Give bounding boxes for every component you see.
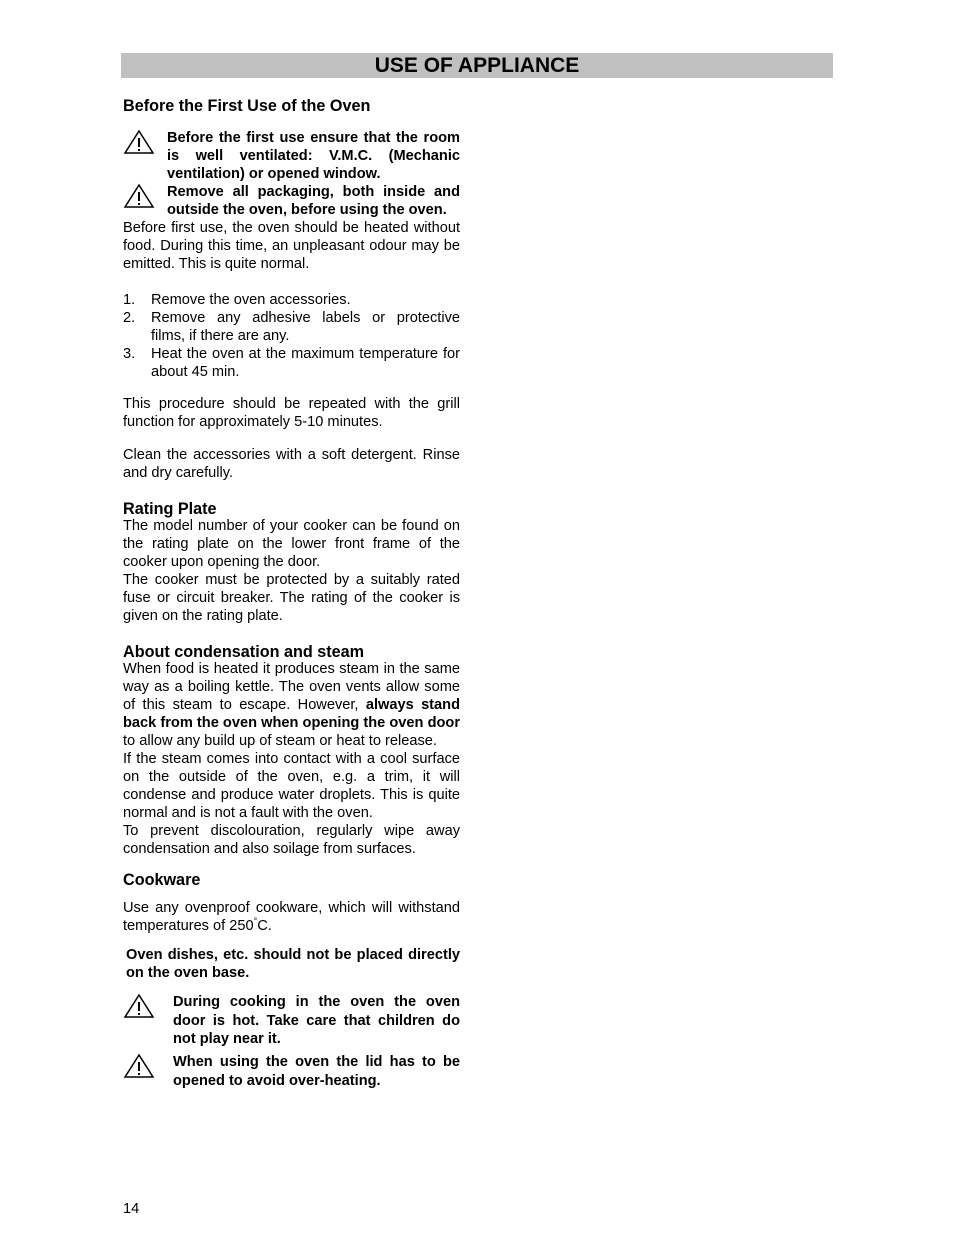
- warning-triangle-icon: [123, 129, 155, 155]
- cookware-text-b: C.: [257, 918, 272, 934]
- step-number: 3.: [123, 346, 136, 362]
- degree-symbol: °: [253, 916, 258, 927]
- heading-first-use: Before the First Use of the Oven: [123, 97, 371, 115]
- page-title-banner: [121, 53, 833, 78]
- clean-accessories-text: Clean the accessories with a soft detergent. Rinse and dry carefully.: [123, 447, 460, 481]
- rating-plate-text-1: The model number of your cooker can be found on the rating plate on the lower front frame of the cooker upon opening the door.: [123, 518, 460, 570]
- warning-ventilation: [123, 129, 460, 183]
- first-use-steps: [123, 291, 460, 381]
- warning-hot-door-text: During cooking in the oven the oven door is hot. Take care that children do not play near it.: [173, 994, 460, 1047]
- page-number: 14: [123, 1201, 140, 1217]
- step-text: Remove any adhesive labels or protective films, if there are any.: [151, 310, 460, 344]
- step-number: 1.: [123, 292, 136, 308]
- condensation-warning-bold: always stand back from the oven when opening the oven door: [123, 697, 460, 731]
- oven-base-note: Oven dishes, etc. should not be placed directly on the oven base.: [126, 947, 460, 981]
- warning-triangle-icon: [123, 183, 155, 209]
- condensation-text-1b: to allow any build up of steam or heat to release.: [123, 733, 437, 749]
- cookware-text-a: Use any ovenproof cookware, which will withstand temperatures of 250: [123, 900, 460, 934]
- condensation-text-1a: When food is heated it produces steam in the same way as a boiling kettle. The oven vents allow some of this steam to escape. However,: [123, 661, 460, 713]
- warning-triangle-icon: [123, 993, 155, 1019]
- condensation-text-3: To prevent discolouration, regularly wipe away condensation and also soilage from surfaces.: [123, 823, 460, 857]
- content-column: [123, 95, 460, 1092]
- step-number: 2.: [123, 310, 136, 326]
- warning-lid-open-text: When using the oven the lid has to be opened to avoid over-heating.: [173, 1053, 460, 1089]
- heading-condensation: About condensation and steam: [123, 643, 365, 661]
- page-title: USE OF APPLIANCE: [374, 54, 580, 77]
- warning-packaging-text: Remove all packaging, both inside and outside the oven, before using the oven.: [167, 184, 460, 218]
- condensation-text-2: If the steam comes into contact with a cool surface on the outside of the oven, e.g. a trim, it will condense and produce water droplets. This is quite normal and is not a fault with the oven.: [123, 751, 460, 821]
- cookware-text: [123, 899, 460, 935]
- heading-cookware: Cookware: [123, 871, 201, 889]
- warning-packaging: [123, 183, 460, 219]
- list-item: [123, 345, 460, 381]
- condensation-text-1: [123, 660, 460, 750]
- warning-lid-open: [123, 1053, 460, 1092]
- warning-hot-door: [123, 993, 460, 1049]
- grill-repeat-text: This procedure should be repeated with the grill function for approximately 5-10 minutes.: [123, 396, 460, 430]
- rating-plate-text-2: The cooker must be protected by a suitably rated fuse or circuit breaker. The rating of the cooker is given on the rating plate.: [123, 572, 460, 624]
- list-item: [123, 309, 460, 345]
- warning-ventilation-text: Before the first use ensure that the room is well ventilated: V.M.C. (Mechanic ventilation) or opened window.: [167, 130, 460, 182]
- warning-triangle-icon: [123, 1053, 155, 1079]
- first-use-intro: Before first use, the oven should be heated without food. During this time, an unpleasant odour may be emitted. This is quite normal.: [123, 220, 460, 272]
- list-item: [123, 291, 460, 309]
- step-text: Remove the oven accessories.: [151, 292, 351, 308]
- heading-rating-plate: Rating Plate: [123, 500, 217, 518]
- step-text: Heat the oven at the maximum temperature for about 45 min.: [151, 346, 460, 380]
